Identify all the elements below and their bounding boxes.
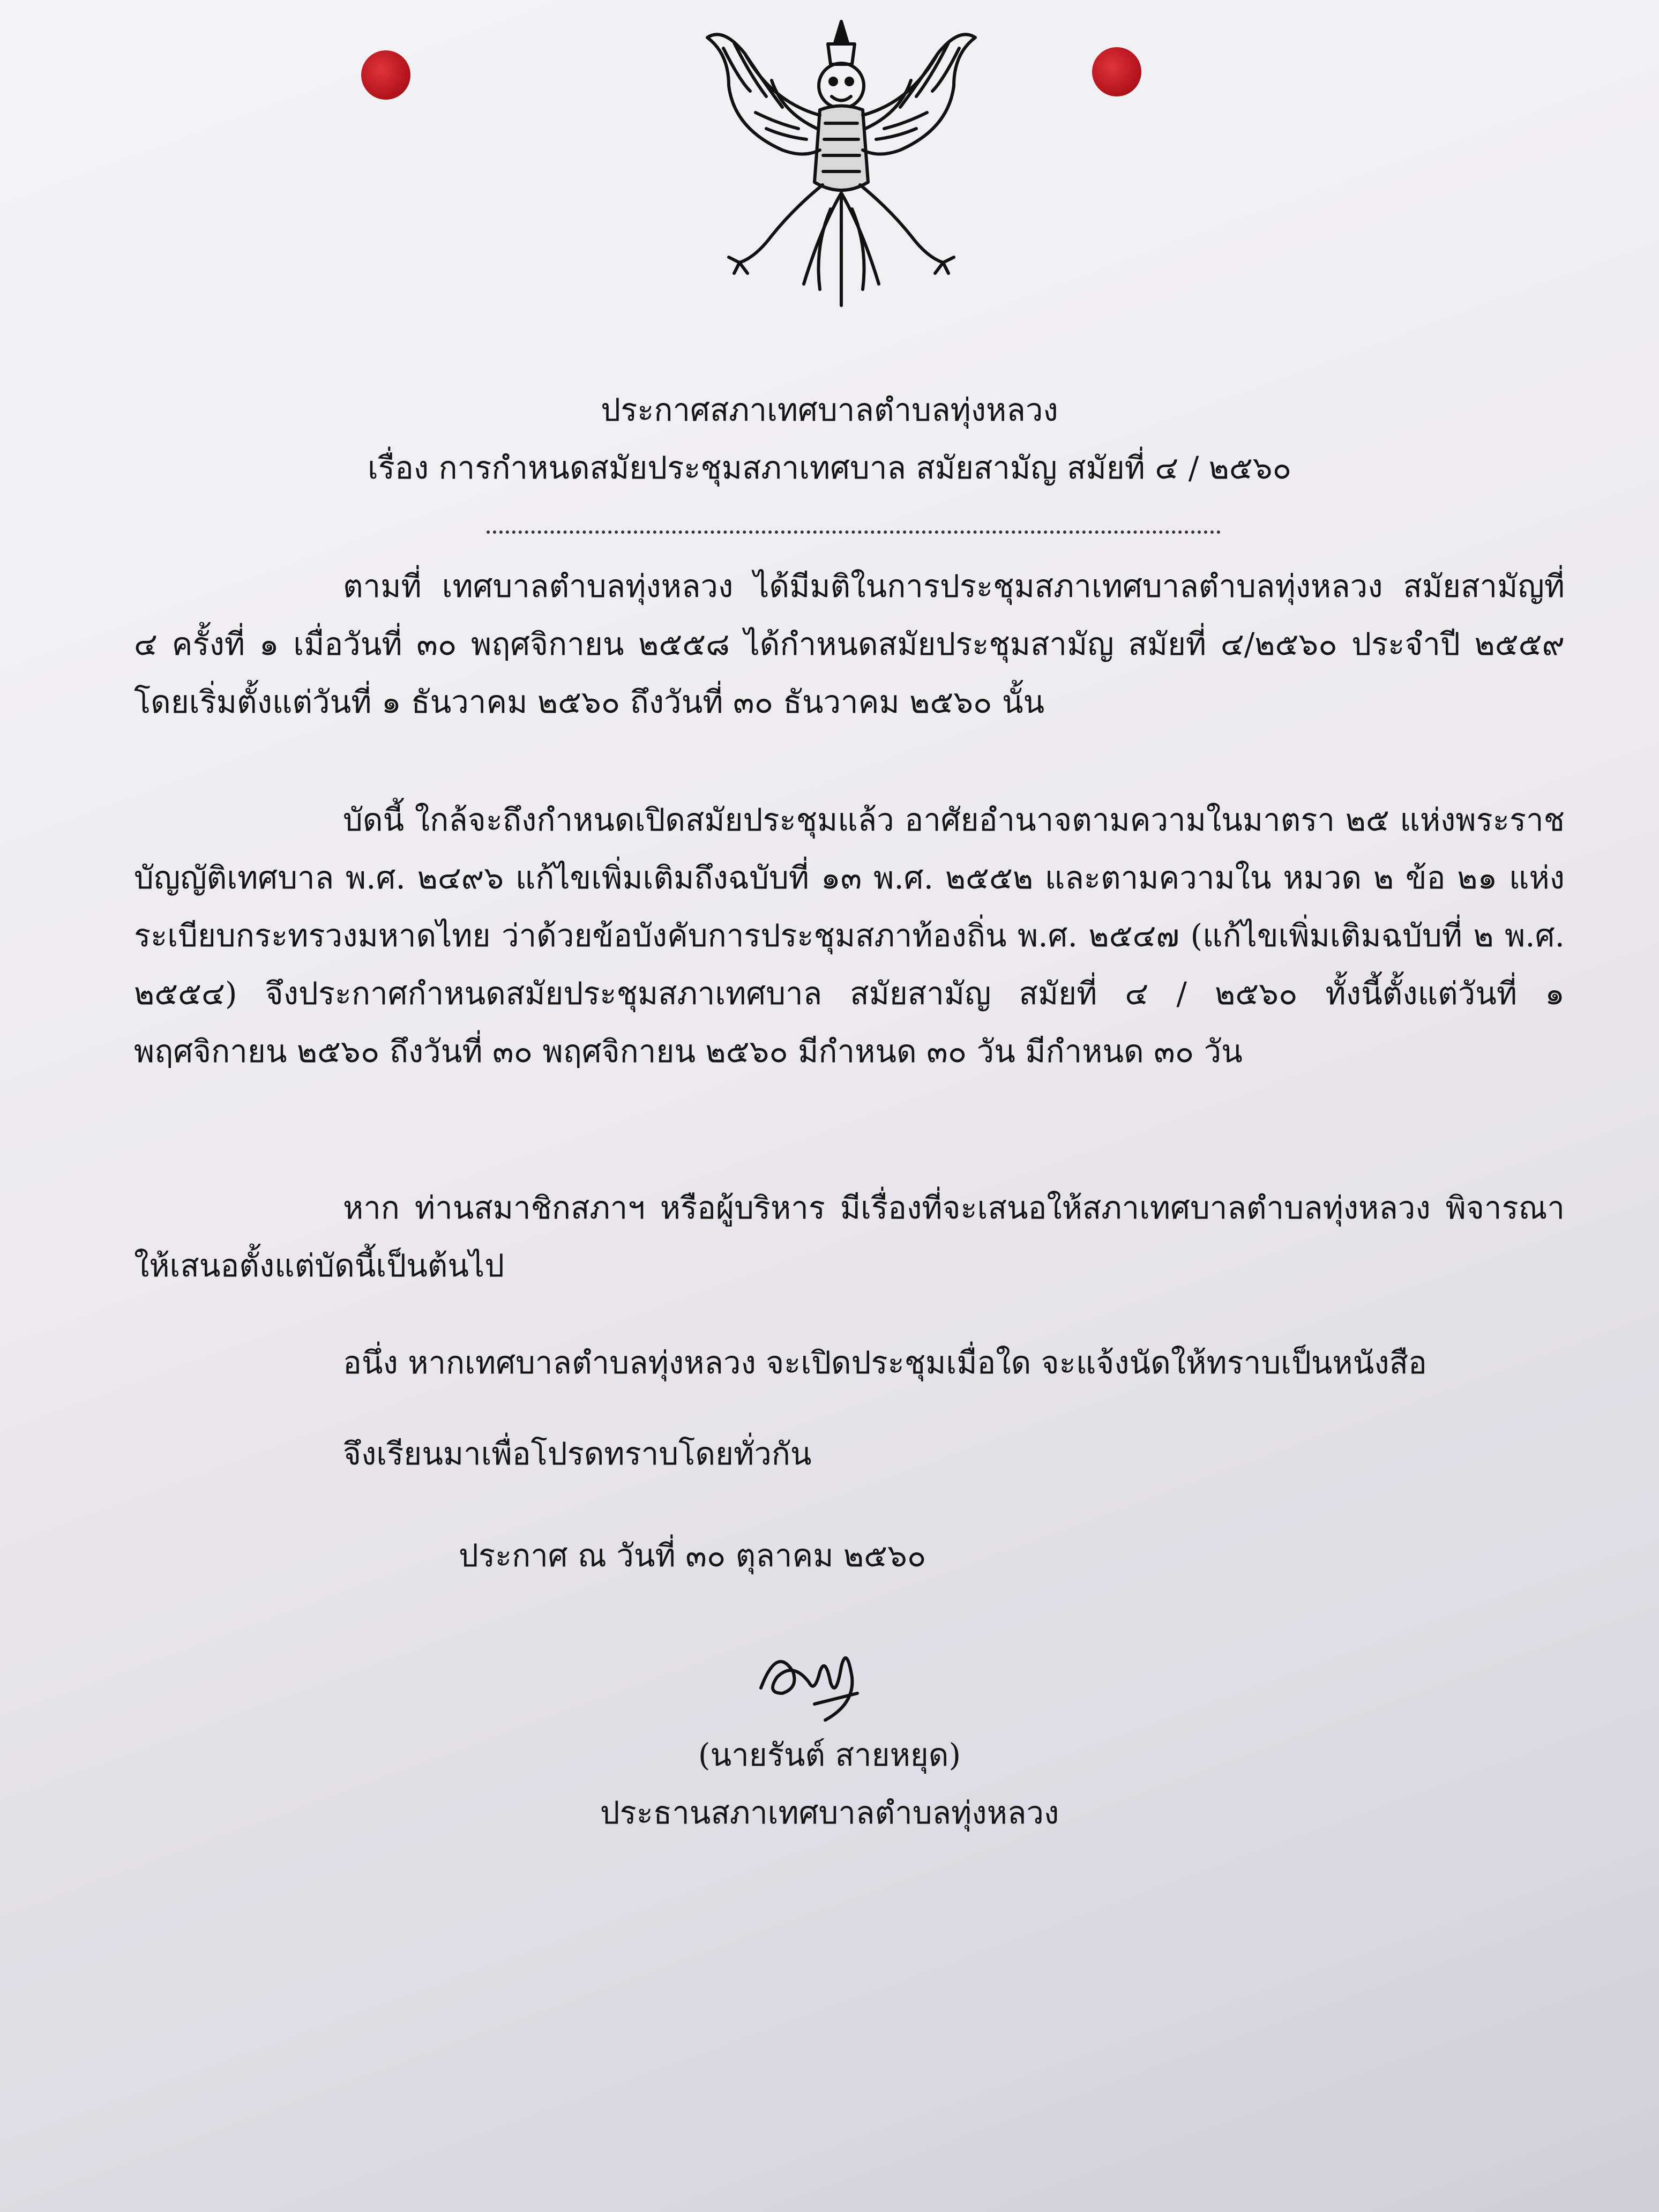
paragraph-2 (134, 791, 1565, 1080)
closing-line: จึงเรียนมาเพื่อโปรดทราบโดยทั่วกัน (343, 1436, 812, 1472)
document-subject: เรื่อง การกำหนดสมัยประชุมสภาเทศบาล สมัยสามัญ สมัยที่ ๔ / ๒๕๖๐ (367, 450, 1292, 486)
paragraph-3-text: หาก ท่านสมาชิกสภาฯ หรือผู้บริหาร มีเรื่องที่จะเสนอให้สภาเทศบาลตำบลทุ่งหลวง พิจารณาให้เสนอตั้งแต่บัดนี้เป็นต้นไป (134, 1190, 1565, 1284)
paragraph-1 (134, 557, 1565, 731)
handwritten-signature (745, 1624, 873, 1731)
paragraph-2-text: บัดนี้ ใกล้จะถึงกำหนดเปิดสมัยประชุมแล้ว อาศัยอำนาจตามความในมาตรา ๒๕ แห่งพระราชบัญญัติเทศบาล พ.ศ. ๒๔๙๖ แก้ไขเพิ่มเติมถึงฉบับที่ ๑๓ พ.ศ. ๒๕๕๒ และตามความใน หมวด ๒ ข้อ ๒๑ แห่งระเบียบกระทรวงมหาดไทย ว่าด้วยข้อบังคับการประชุมสภาท้องถิ่น พ.ศ. ๒๕๔๗ (แก้ไขเพิ่มเติมฉบับที่ ๒ พ.ศ. ๒๕๕๔) จึงประกาศกำหนดสมัยประชุมสภาเทศบาล สมัยสามัญ สมัยที่ ๔ / ๒๕๖๐ ทั้งนี้ตั้งแต่วันที่ ๑ พฤศจิกายน ๒๕๖๐ ถึงวันที่ ๓๐ พฤศจิกายน ๒๕๖๐ มีกำหนด ๓๐ วัน มีกำหนด ๓๐ วัน (134, 802, 1565, 1070)
punch-hole-right (1092, 47, 1141, 96)
paragraph-3 (134, 1179, 1565, 1295)
signatory-name: (นายรันต์ สายหยุด) (698, 1737, 961, 1773)
dotted-divider (487, 530, 1221, 534)
note-line: อนึ่ง หากเทศบาลตำบลทุ่งหลวง จะเปิดประชุมเมื่อใด จะแจ้งนัดให้ทราบเป็นหนังสือ (343, 1344, 1427, 1381)
punch-hole-left (361, 50, 410, 100)
announcement-date: ประกาศ ณ วันที่ ๓๐ ตุลาคม ๒๕๖๐ (459, 1537, 926, 1574)
paragraph-1-text: ตามที่ เทศบาลตำบลทุ่งหลวง ได้มีมติในการประชุมสภาเทศบาลตำบลทุ่งหลวง สมัยสามัญที่ ๔ ครั้งที่ ๑ เมื่อวันที่ ๓๐ พฤศจิกายน ๒๕๕๘ ได้กำหนดสมัยประชุมสามัญ สมัยที่ ๔/๒๕๖๐ ประจำปี ๒๕๕๙ โดยเริ่มตั้งแต่วันที่ ๑ ธันวาคม ๒๕๖๐ ถึงวันที่ ๓๐ ธันวาคม ๒๕๖๐ นั้น (134, 568, 1565, 720)
garuda-emblem-icon (691, 5, 991, 327)
signatory-position: ประธานสภาเทศบาลตำบลทุ่งหลวง (600, 1795, 1059, 1831)
document-title: ประกาศสภาเทศบาลตำบลทุ่งหลวง (601, 392, 1058, 428)
